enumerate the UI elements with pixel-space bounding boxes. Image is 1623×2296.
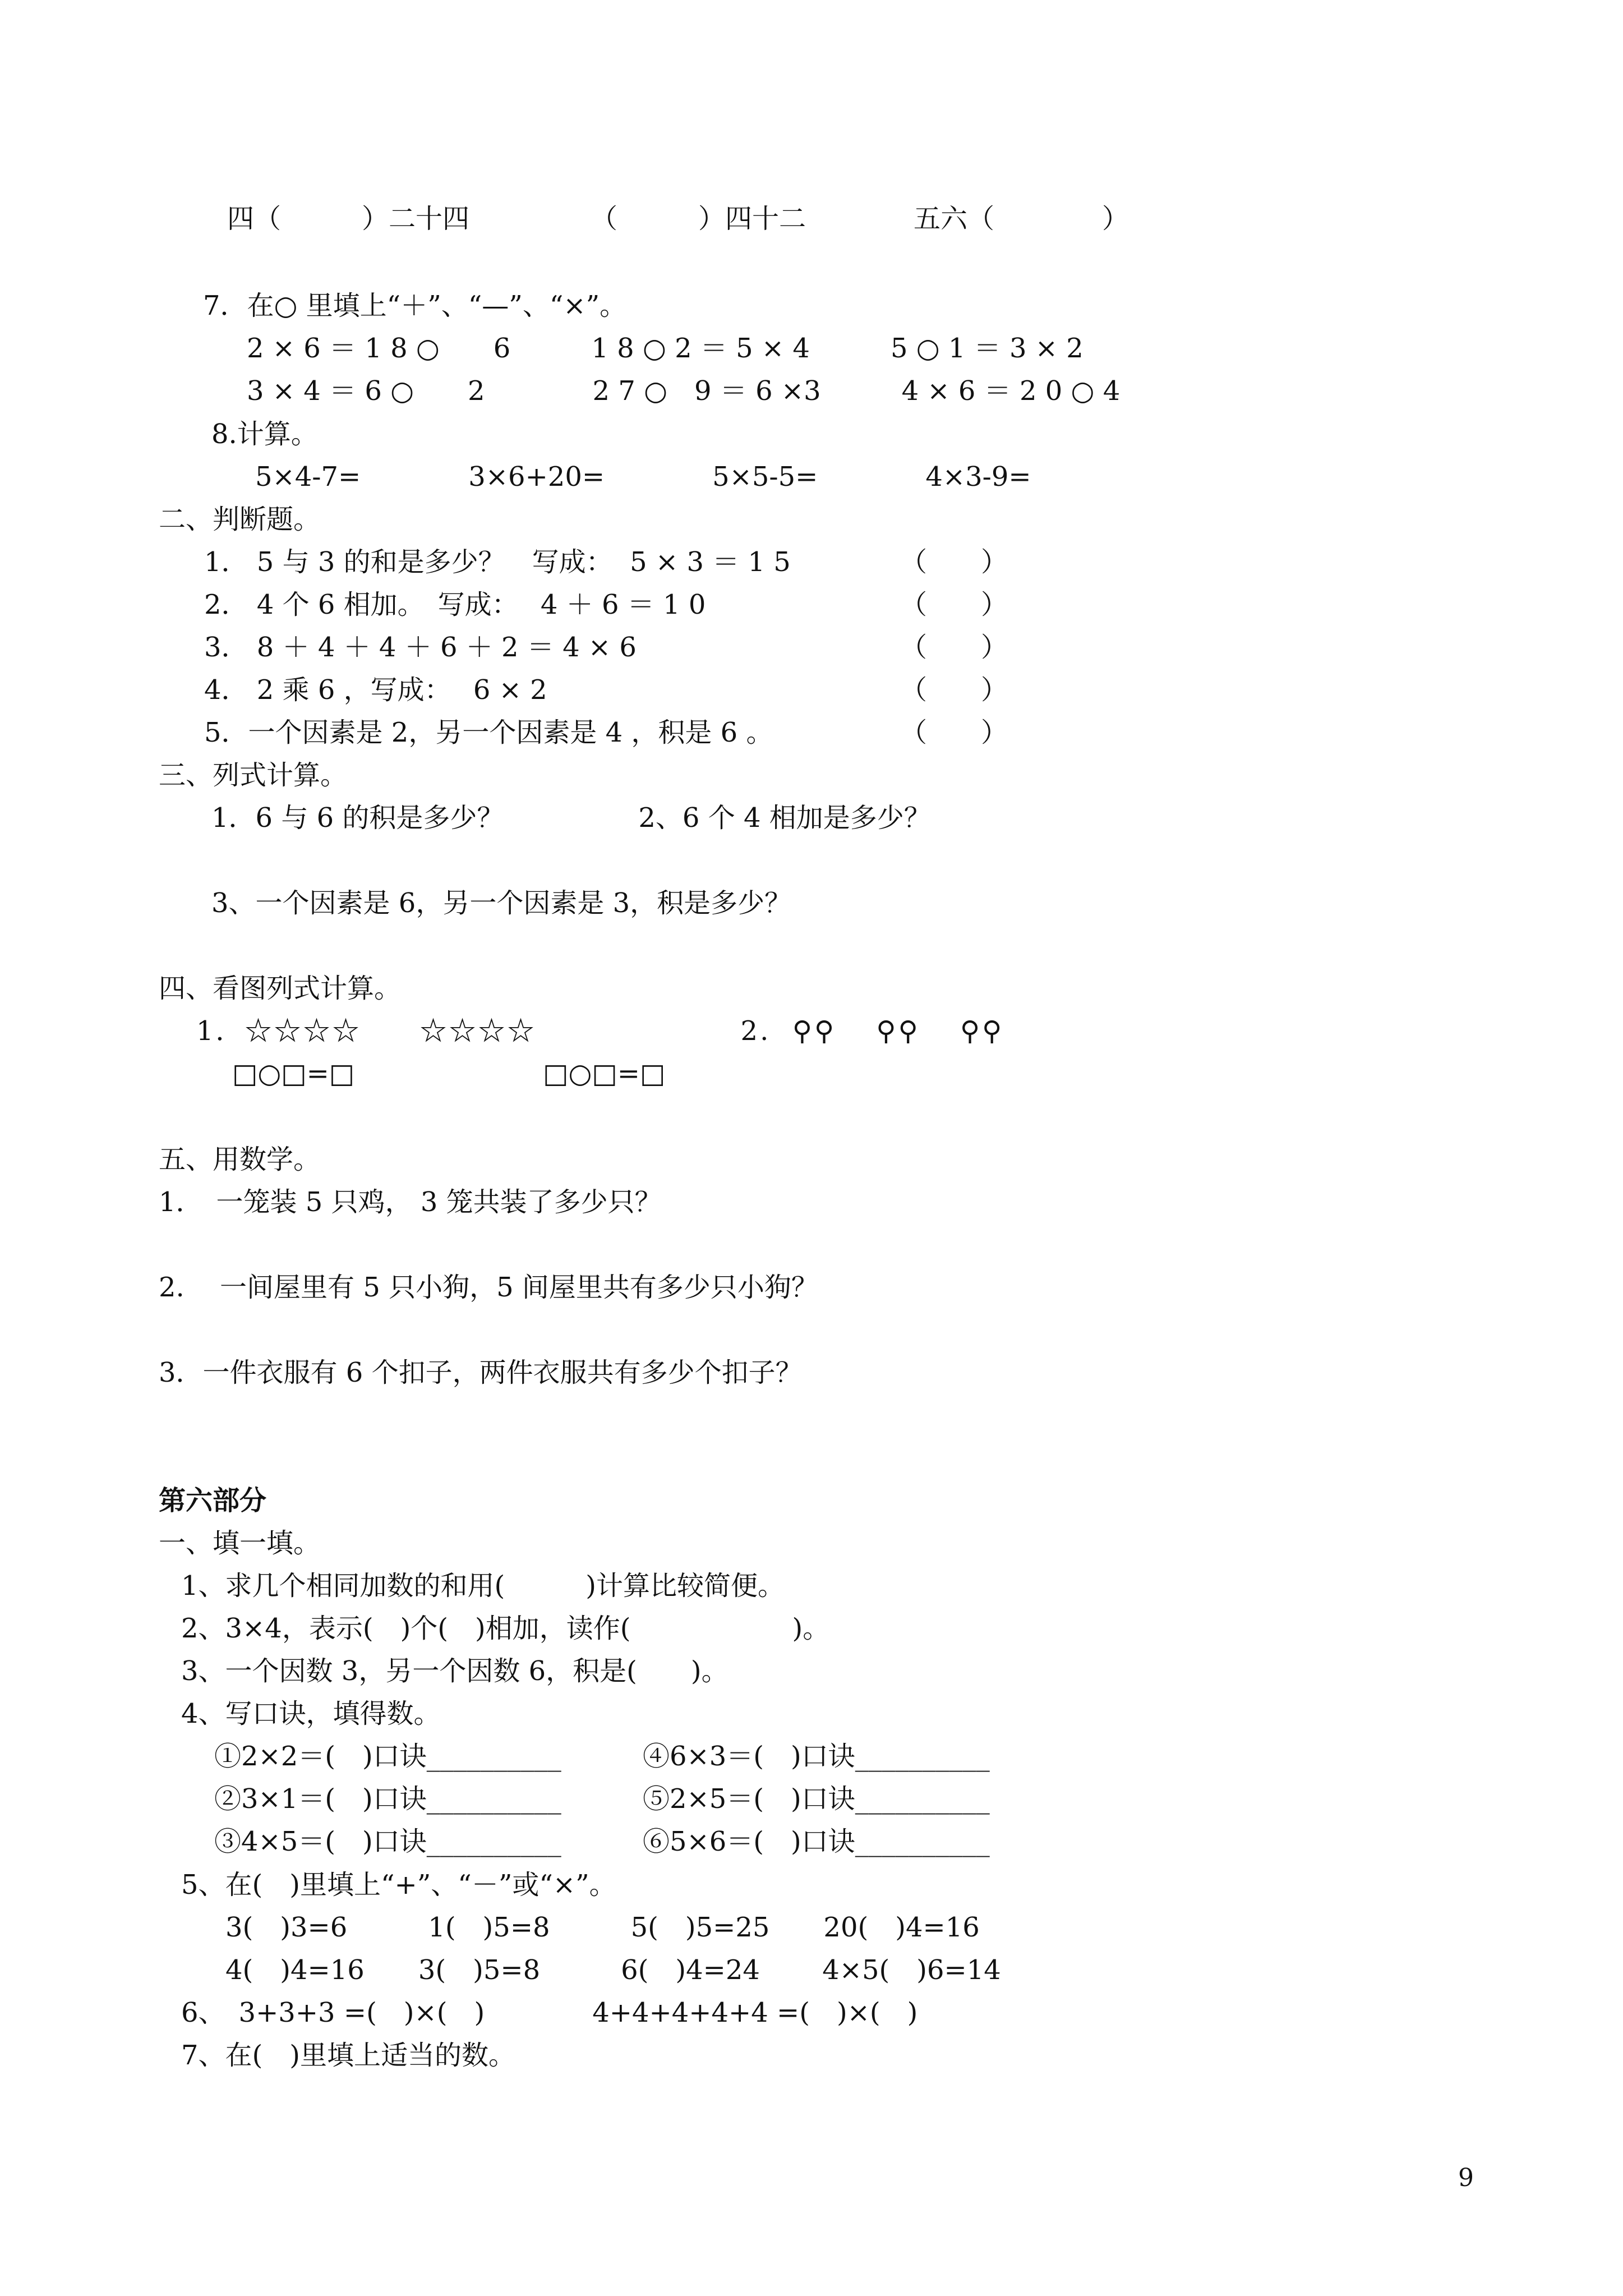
question-7-title: 7．在○ 里填上“＋”、“—”、“×”。 <box>203 290 627 321</box>
picture-calc-blanks: □○□=□ □○□=□ <box>232 1058 666 1089</box>
part-6-item-5: 5、在( )里填上“+”、“－”或“×”。 <box>181 1869 616 1901</box>
judgment-item-4: 4． 2 乘 6 ，写成： 6 × 2 <box>204 674 547 706</box>
section-3-heading: 三、列式计算。 <box>159 760 348 791</box>
operator-row-2: 4( )4=16 3( )5=8 6( )4=24 4×5( )6=14 <box>225 1954 1001 1986</box>
judgment-item-5-answer-box: （ ） <box>900 717 1008 748</box>
picture-calc-row: 1．☆☆☆☆ ☆☆☆☆ 2. ⚲⚲ ⚲⚲ ⚲⚲ <box>196 1015 1004 1047</box>
part-6-item-4: 4、写口诀，填得数。 <box>181 1698 441 1729</box>
question-8-row: 5×4-7= 3×6+20= 5×5-5= 4×3-9= <box>255 461 1031 493</box>
list-calc-row-2: 3、一个因素是 6，另一个因素是 3，积是多少？ <box>211 887 792 919</box>
judgment-item-1: 1． 5 与 3 的和是多少？ 写成： 5 × 3 ＝ 1 5 <box>204 546 791 578</box>
chant-row-1-right: ④6×3＝( )口诀__________ <box>643 1741 990 1772</box>
question-8-title: 8.计算。 <box>211 418 318 450</box>
judgment-item-3: 3． 8 ＋ 4 ＋ 4 ＋ 6 ＋ 2 ＝ 4 × 6 <box>204 632 637 663</box>
chant-row-1-left: ①2×2＝( )口诀__________ <box>214 1741 561 1772</box>
operator-row-1: 3( )3=6 1( )5=8 5( )5=25 20( )4=16 <box>225 1912 980 1943</box>
question-7-row-2: 3 × 4 ＝ 6 ○ 2 2 7 ○ 9 ＝ 6 ×3 4 × 6 ＝ 2 0 ○ 4 <box>247 375 1121 407</box>
chant-row-2-right: ⑤2×5＝( )口诀__________ <box>643 1783 990 1815</box>
judgment-item-3-answer-box: （ ） <box>900 632 1008 663</box>
chant-row-3-right: ⑥5×6＝( )口诀__________ <box>643 1826 990 1857</box>
part-6-item-1: 1、求几个相同加数的和用( )计算比较简便。 <box>181 1570 785 1602</box>
part-6-item-3: 3、一个因数 3，另一个因数 6，积是( )。 <box>181 1655 728 1687</box>
word-problem-3: 3．一件衣服有 6 个扣子，两件衣服共有多少个扣子？ <box>159 1357 803 1388</box>
page-number: 9 <box>1458 2164 1474 2192</box>
part-6-title: 第六部分 <box>159 1485 267 1516</box>
chant-row-3-left: ③4×5＝( )口诀__________ <box>214 1826 561 1857</box>
judgment-item-2: 2． 4 个 6 相加。 写成： 4 ＋ 6 ＝ 1 0 <box>204 589 706 620</box>
judgment-item-1-answer-box: （ ） <box>900 546 1008 578</box>
part-6-item-2: 2、3×4，表示( )个( )相加，读作( )。 <box>181 1613 830 1644</box>
part-6-item-6: 6、 3+3+3 =( )×( ) 4+4+4+4+4 =( )×( ) <box>181 1997 918 2028</box>
list-calc-row-1: 1．6 与 6 的积是多少？ 2、6 个 4 相加是多少？ <box>211 802 931 834</box>
word-problem-1: 1． 一笼装 5 只鸡， 3 笼共装了多少只？ <box>159 1186 662 1218</box>
fill-blank-row-chant: 四（ ）二十四 （ ）四十二 五六（ ） <box>227 203 1129 234</box>
section-2-heading: 二、判断题。 <box>159 504 321 535</box>
judgment-item-5: 5．一个因素是 2，另一个因素是 4 ，积是 6 。 <box>204 717 773 748</box>
part-6-section-1-heading: 一、填一填。 <box>159 1527 321 1559</box>
section-4-heading: 四、看图列式计算。 <box>159 973 402 1004</box>
part-6-item-7: 7、在( )里填上适当的数。 <box>181 2040 515 2071</box>
word-problem-2: 2. 一间屋里有 5 只小狗，5 间屋里共有多少只小狗？ <box>159 1272 818 1303</box>
chant-row-2-left: ②3×1＝( )口诀__________ <box>214 1783 561 1815</box>
question-7-row-1: 2 × 6 ＝ 1 8 ○ 6 1 8 ○ 2 ＝ 5 × 4 5 ○ 1 ＝ 3 × 2 <box>247 333 1083 364</box>
judgment-item-2-answer-box: （ ） <box>900 589 1008 620</box>
judgment-item-4-answer-box: （ ） <box>900 674 1008 706</box>
section-5-heading: 五、用数学。 <box>159 1144 321 1175</box>
